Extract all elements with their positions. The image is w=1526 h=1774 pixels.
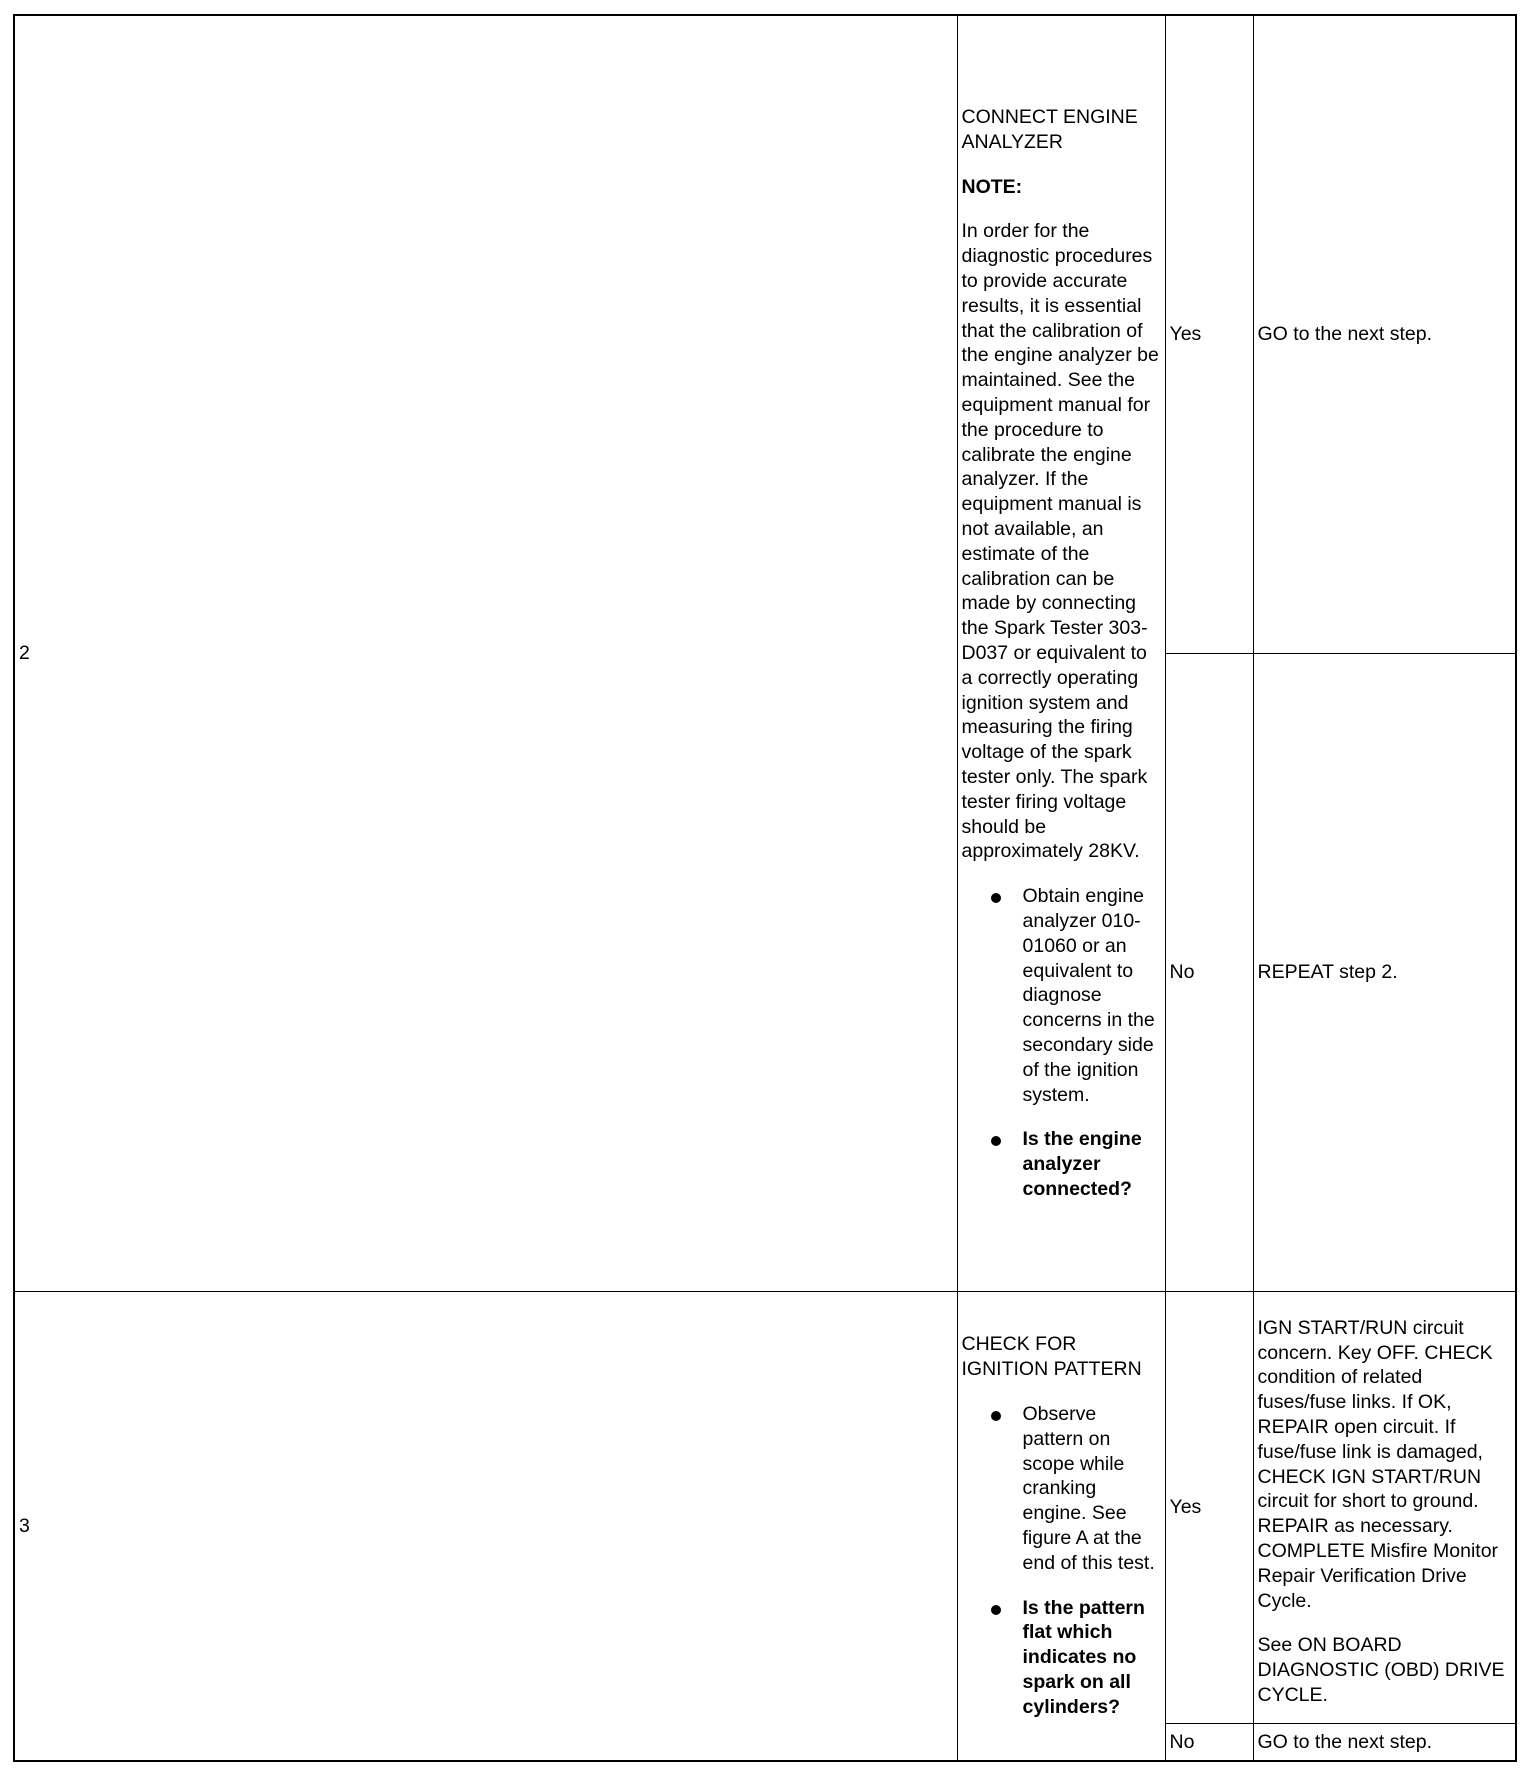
bullet-icon [991,1605,1001,1615]
bullet-icon [991,893,1001,903]
result-action: REPEAT step 2. [1253,653,1516,1291]
test-step-cell [957,1291,1165,1761]
bullet-icon [991,1136,1001,1146]
bullet-question: Is the engine analyzer connected? [1022,1128,1142,1200]
list-item [1023,1596,1161,1720]
test-step-cell [957,15,1165,1291]
result-answer: No [1165,653,1253,1291]
list-item [1023,1127,1161,1201]
step-number: 3 [14,1291,957,1761]
diagnostic-table [13,14,1517,1762]
list-item [1023,884,1161,1107]
bullet-list [962,884,1161,1202]
bullet-text: Observe pattern on scope while cranking engine. See figure A at the end of this test. [1022,1402,1155,1574]
result-action: IGN START/RUN circuit concern. Key OFF. CHECK condition of related fuses/fuse links. If OK, REPAIR open circuit. If fuse/fuse link is damaged, CHECK IGN START/RUN circuit for short to ground. REPAIR as necessary. COMPLETE Misfire Monitor Repair Verification Drive Cycle. [1257,1316,1499,1612]
note-text: In order for the diagnostic procedures to provide accurate results, it is essential that the calibration of the engine analyzer be maintained. See the equipment manual for the procedure to calibrate the engine analyzer. If the equipment manual is not available, an estimate of the calibration can be made by connecting the Spark Tester 303-D037 or equivalent to a correctly operating ignition system and measuring the firing voltage of the spark tester only. The spark tester firing voltage should be approximately 28KV. [961,220,1159,863]
bullet-icon [991,1411,1001,1421]
result-action-cell [1253,1291,1516,1723]
result-action: GO to the next step. [1253,15,1516,653]
note-label: NOTE: [961,175,1023,198]
result-answer: Yes [1165,15,1253,653]
table-row [14,1291,1516,1723]
table-row [14,15,1516,653]
result-action-note: See ON BOARD DIAGNOSTIC (OBD) DRIVE CYCLE. [1257,1634,1505,1707]
test-title: CONNECT ENGINE ANALYZER [961,106,1138,153]
result-answer: Yes [1165,1291,1253,1723]
step-number: 2 [14,15,957,1291]
result-answer: No [1165,1724,1253,1761]
bullet-question: Is the pattern flat which indicates no spark on all cylinders? [1022,1596,1145,1718]
result-action: GO to the next step. [1253,1724,1516,1761]
list-item [1023,1402,1161,1576]
bullet-list [962,1402,1161,1720]
test-title: CHECK FOR IGNITION PATTERN [961,1333,1142,1381]
bullet-text: Obtain engine analyzer 010-01060 or an equivalent to diagnose concerns in the secondary side of the ignition system. [1022,885,1155,1106]
